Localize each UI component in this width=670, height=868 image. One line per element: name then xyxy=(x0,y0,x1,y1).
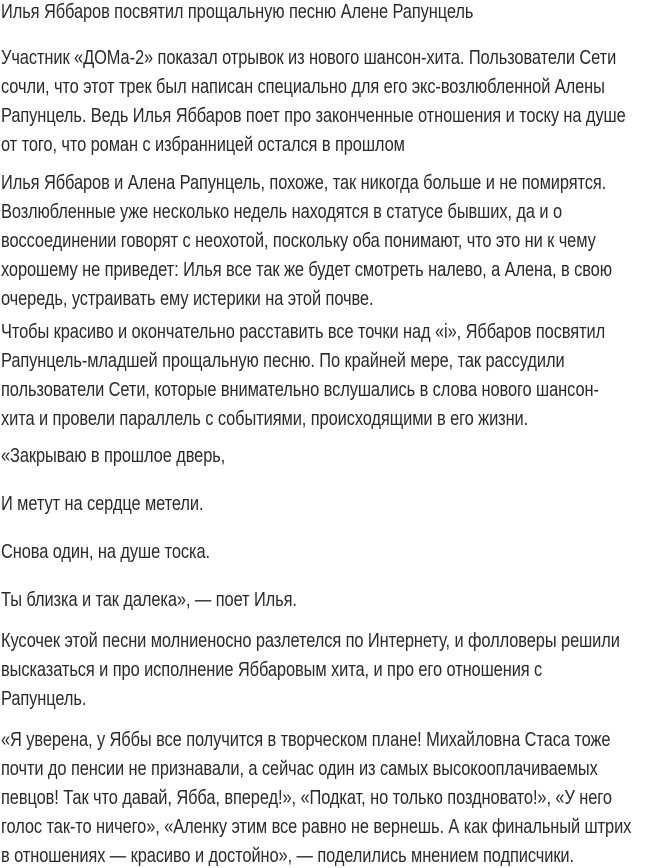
title-text: Илья Яббаров посвятил прощальную песню Алене Рапунцель xyxy=(1,0,474,23)
lyric-line: Ты близка и так далека», — поет Илья. xyxy=(1,588,297,611)
paragraph-line: высказаться и про исполнение Яббаровым хита, и про его отношения с xyxy=(1,658,543,681)
lyric-line: И метут на сердце метели. xyxy=(1,492,204,515)
paragraph-line: очередь, устраивать ему истерики на этой почве. xyxy=(1,287,374,310)
paragraph-line: хита и провели параллель с событиями, происходящими в его жизни. xyxy=(1,407,529,430)
paragraph-line: хорошему не приведет: Илья все так же будет смотреть налево, а Алена, в свою xyxy=(1,258,612,281)
paragraph-line: от того, что роман с избранницей остался в прошлом xyxy=(1,133,405,156)
paragraph-line: почти до пенсии не признавали, а сейчас один из самых высокооплачиваемых xyxy=(1,757,598,780)
paragraph-line: Рапунцель. xyxy=(1,687,87,710)
paragraph-line: Чтобы красиво и окончательно расставить все точки над «i», Яббаров посвятил xyxy=(1,320,606,343)
paragraph-line: «Я уверена, у Яббы все получится в творческом плане! Михайловна Стаса тоже xyxy=(1,728,611,751)
paragraph-line: Рапунцель-младшей прощальную песню. По крайней мере, так рассудили xyxy=(1,349,565,372)
paragraph-line: воссоединении говорят с неохотой, поскольку оба понимают, что это ни к чему xyxy=(1,229,596,252)
paragraph-line: Рапунцель. Ведь Илья Яббаров поет про законченные отношения и тоску на душе xyxy=(1,104,626,127)
paragraph-line: пользователи Сети, которые внимательно вслушались в слова нового шансон- xyxy=(1,378,599,401)
paragraph-line: Илья Яббаров и Алена Рапунцель, похоже, так никогда больше и не помирятся. xyxy=(1,171,607,194)
lyric-line: Снова один, на душе тоска. xyxy=(1,540,211,563)
paragraph-line: Возлюбленные уже несколько недель находятся в статусе бывших, да и о xyxy=(1,200,563,223)
paragraph-line: Кусочек этой песни молниеносно разлетелся по Интернету, и фолловеры решили xyxy=(1,629,620,652)
paragraph-line: голос так-то ничего», «Аленку этим все равно не вернешь. А как финальный штрих xyxy=(1,815,632,838)
lyric-line: «Закрываю в прошлое дверь, xyxy=(1,444,226,467)
paragraph-line: Участник «ДОМа-2» показал отрывок из нового шансон-хита. Пользователи Сети xyxy=(1,46,617,69)
paragraph-line: сочли, что этот трек был написан специально для его экс-возлюбленной Алены xyxy=(1,75,605,98)
paragraph-line: в отношениях — красиво и достойно», — поделились мнением подписчики. xyxy=(1,844,574,867)
paragraph-line: певцов! Так что давай, Ябба, вперед!», «Подкат, но только поздновато!», «У него xyxy=(1,786,612,809)
